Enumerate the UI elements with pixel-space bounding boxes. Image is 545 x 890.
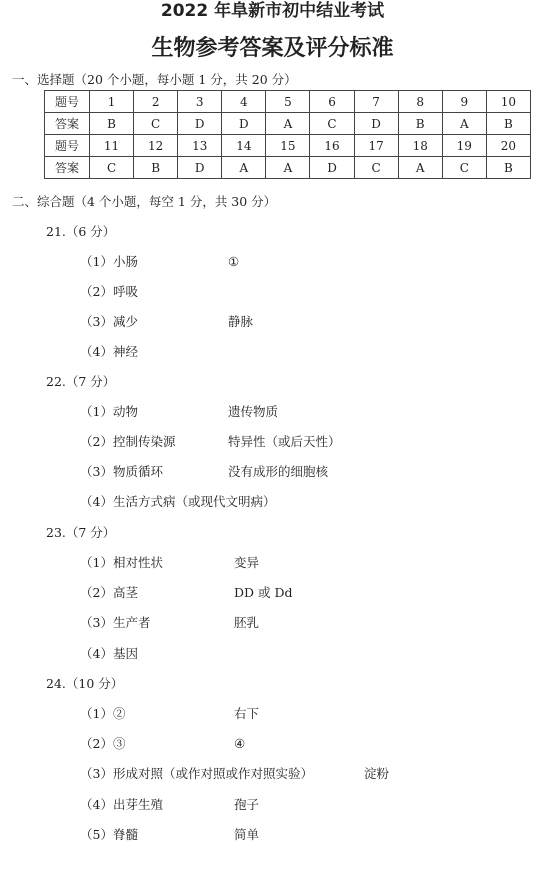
- table-cell: 9: [442, 91, 486, 113]
- answer-item: （1）②: [80, 706, 126, 721]
- table-row: [45, 157, 531, 179]
- table-cell: 5: [266, 91, 310, 113]
- row-label-question: 题号: [45, 91, 90, 113]
- question-21-title: 21.（6 分）: [46, 224, 116, 239]
- table-cell: B: [398, 113, 442, 135]
- table-cell: 7: [354, 91, 398, 113]
- answer-item: （4）神经: [80, 344, 138, 359]
- table-cell: 13: [178, 135, 222, 157]
- table-cell: 10: [486, 91, 530, 113]
- table-cell: C: [354, 157, 398, 179]
- table-cell: B: [134, 157, 178, 179]
- table-cell: A: [266, 157, 310, 179]
- answer-item-second: ①: [228, 254, 240, 269]
- section2-heading: 二、综合题（4 个小题，每空 1 分，共 30 分）: [12, 194, 277, 209]
- table-cell: 6: [310, 91, 354, 113]
- answer-item: （1）动物: [80, 404, 138, 419]
- table-cell: D: [310, 157, 354, 179]
- table-cell: C: [134, 113, 178, 135]
- row-label-answer: 答案: [45, 113, 90, 135]
- table-cell: 17: [354, 135, 398, 157]
- table-row: [45, 135, 531, 157]
- answer-item: （1）相对性状: [80, 555, 163, 570]
- answer-item-second: DD 或 Dd: [234, 585, 293, 600]
- answer-item-second: 没有成形的细胞核: [228, 464, 329, 479]
- table-cell: A: [222, 157, 266, 179]
- row-label-question: 题号: [45, 135, 90, 157]
- answer-item-second: 变异: [234, 555, 260, 570]
- answer-item: （3）减少: [80, 314, 138, 329]
- table-row: [45, 113, 531, 135]
- table-cell: B: [90, 113, 134, 135]
- table-cell: C: [442, 157, 486, 179]
- answer-item-second: 静脉: [228, 314, 254, 329]
- answer-item-second: 孢子: [234, 797, 260, 812]
- answer-item: （3）生产者: [80, 615, 151, 630]
- row-label-answer: 答案: [45, 157, 90, 179]
- answer-item: （2）③: [80, 736, 126, 751]
- table-cell: 18: [398, 135, 442, 157]
- answer-item: （4）生活方式病（或现代文明病）: [80, 494, 276, 509]
- answer-item-second: 淀粉: [364, 766, 390, 781]
- table-cell: 15: [266, 135, 310, 157]
- table-cell: 8: [398, 91, 442, 113]
- table-cell: 1: [90, 91, 134, 113]
- table-cell: 3: [178, 91, 222, 113]
- question-24-title: 24.（10 分）: [46, 676, 124, 691]
- table-cell: 2: [134, 91, 178, 113]
- table-cell: 12: [134, 135, 178, 157]
- answer-table: [44, 90, 531, 179]
- table-cell: A: [442, 113, 486, 135]
- answer-item: （2）高茎: [80, 585, 138, 600]
- table-row: [45, 91, 531, 113]
- table-cell: C: [310, 113, 354, 135]
- answer-item-second: ④: [234, 736, 246, 751]
- table-cell: 14: [222, 135, 266, 157]
- table-cell: D: [354, 113, 398, 135]
- section1-heading: 一、选择题（20 个小题，每小题 1 分，共 20 分）: [12, 72, 297, 87]
- answer-item: （3）物质循环: [80, 464, 163, 479]
- answer-item-second: 简单: [234, 827, 260, 842]
- answer-item: （1）小肠: [80, 254, 138, 269]
- exam-title: 2022 年阜新市初中结业考试: [160, 1, 385, 21]
- table-cell: 16: [310, 135, 354, 157]
- table-cell: A: [398, 157, 442, 179]
- answer-item: （5）脊髓: [80, 827, 138, 842]
- question-22-title: 22.（7 分）: [46, 374, 116, 389]
- table-cell: 4: [222, 91, 266, 113]
- answer-item: （2）控制传染源: [80, 434, 176, 449]
- answer-item-second: 右下: [234, 706, 260, 721]
- table-cell: 11: [90, 135, 134, 157]
- question-23-title: 23.（7 分）: [46, 525, 116, 540]
- answer-item: （4）出芽生殖: [80, 797, 163, 812]
- table-cell: 20: [486, 135, 530, 157]
- document-title: 生物参考答案及评分标准: [151, 36, 394, 61]
- table-cell: B: [486, 157, 530, 179]
- table-cell: D: [222, 113, 266, 135]
- answer-item: （4）基因: [80, 646, 138, 661]
- table-cell: 19: [442, 135, 486, 157]
- answer-item-second: 遗传物质: [228, 404, 279, 419]
- table-cell: C: [90, 157, 134, 179]
- table-cell: D: [178, 157, 222, 179]
- answer-item: （3）形成对照（或作对照或作对照实验）: [80, 766, 313, 781]
- answer-item-second: 胚乳: [234, 615, 260, 630]
- answer-item-second: 特异性（或后天性）: [228, 434, 341, 449]
- table-cell: B: [486, 113, 530, 135]
- answer-item: （2）呼吸: [80, 284, 138, 299]
- table-cell: A: [266, 113, 310, 135]
- table-cell: D: [178, 113, 222, 135]
